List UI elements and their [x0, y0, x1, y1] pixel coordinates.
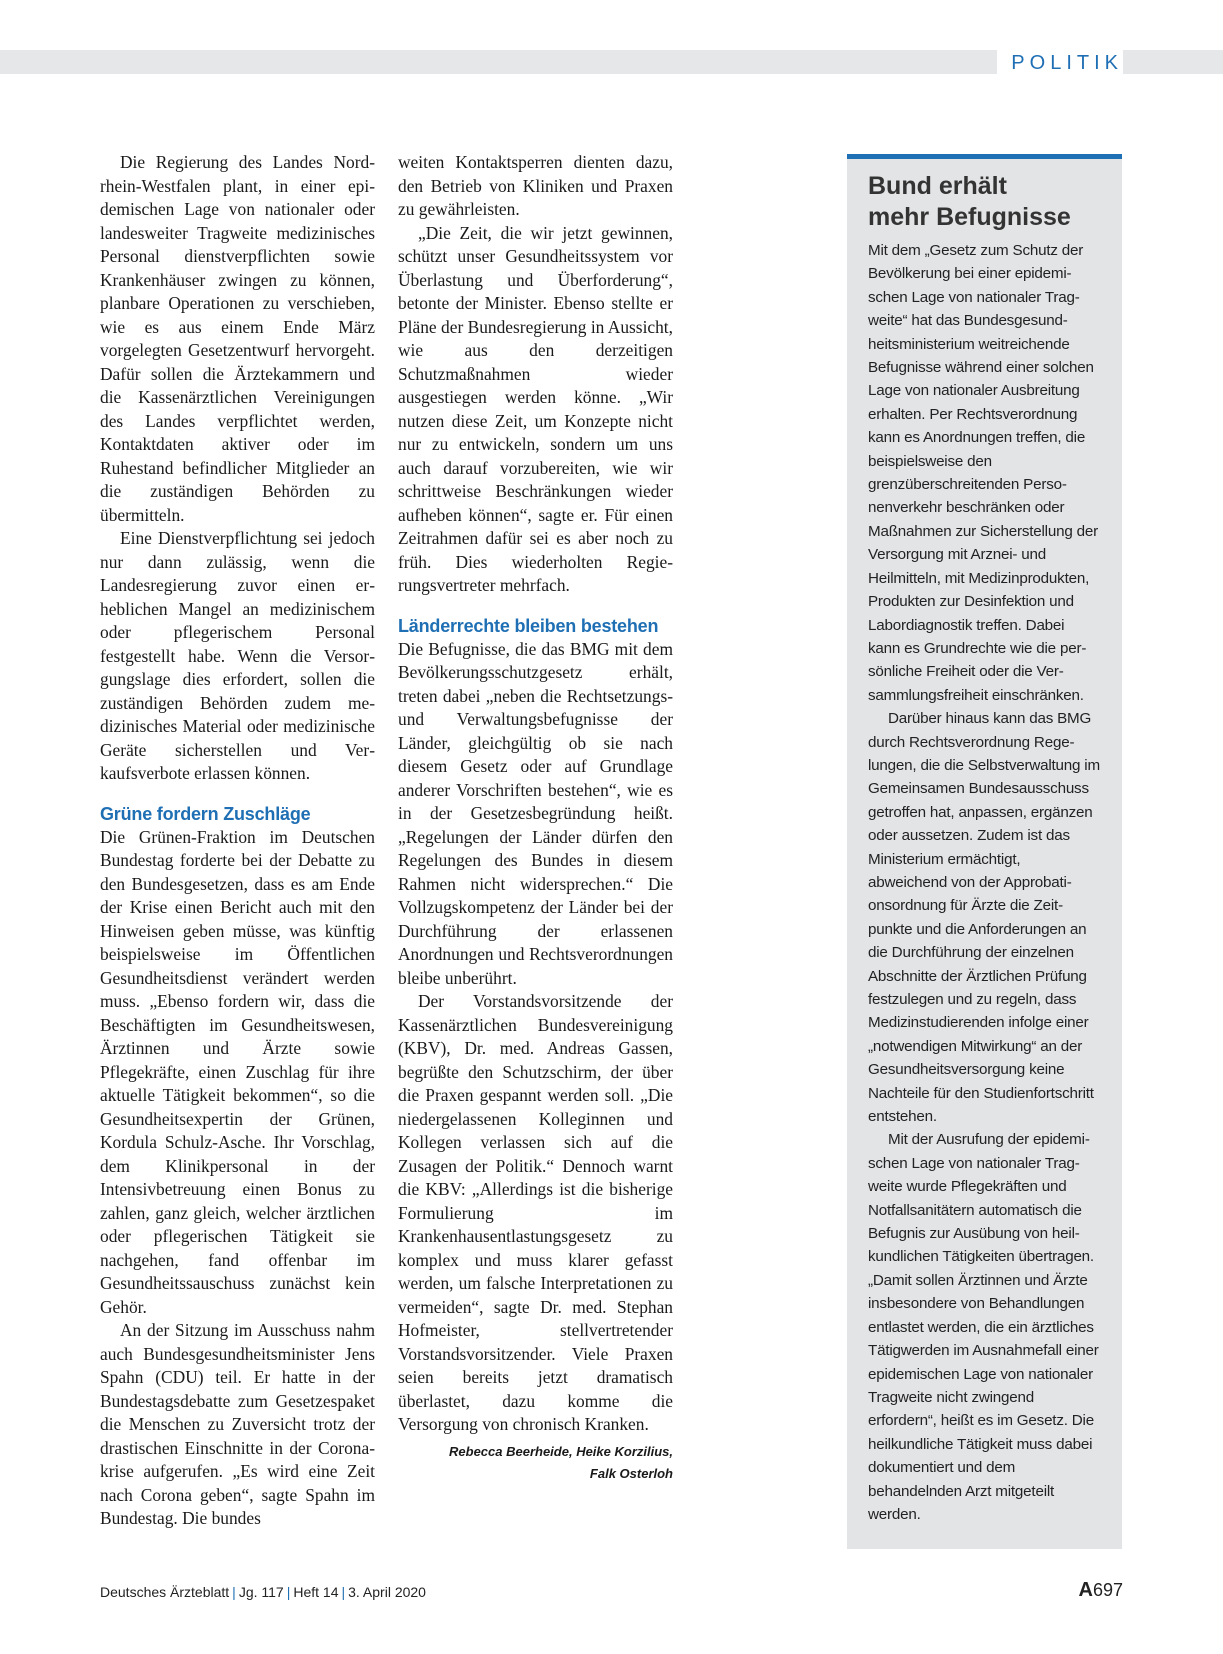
paragraph: Die Regierung des Landes Nordrhein-Westfalen plant, in einer epidemischen Lage von nationaler oder landesweiter Tragweite medizinisches Personal dienstverpflichten sowie Krankenhäuser zwingen zu können, planbare Operationen zu verschieben, wie es aus einem Ende März vorgelegten Gesetzentwurf hervorgeht. Dafür sollen die Ärztekammern und die Kassenärztlichen Vereinigungen des Landes verpflichtet werden, Kontaktdaten aktiver oder im Ruhestand befindlicher Mitglieder an die zuständigen Behörden zu übermitteln.	[100, 152, 375, 525]
info-box-title	[868, 171, 1100, 233]
subheading: Grüne fordern Zuschläge	[100, 803, 311, 824]
footer-citation	[100, 1584, 426, 1600]
info-box-paragraph: Mit der Ausrufung der epidemischen Lage von nationaler Tragweite wurde Pflegekräften und Notfallsanitätern automatisch die Befugnis zur Ausübung von heilkundlichen Tätigkeiten übertragen. „Damit sollen Ärztinnen und Ärzte insbesondere von Behandlungen entlastet werden, die ein ärztliches Tätigwerden im Ausnahmefall einer epidemischen Lage von nationaler Tragweite nicht zwingend erfordern“, heißt es im Gesetz. Die heilkundliche Tätigkeit muss dabei dokumentiert und dem behandelnden Arzt mitgeteilt werden.	[868, 1131, 1099, 1523]
issue-date: 3. April 2020	[348, 1584, 426, 1600]
page-number-value: 697	[1092, 1580, 1123, 1600]
info-box	[847, 154, 1122, 1549]
author-byline	[398, 1441, 673, 1485]
page-number	[1079, 1579, 1124, 1602]
separator: |	[341, 1584, 346, 1600]
paragraph: Die Befugnisse, die das BMG mit dem Bevölkerungsschutzgesetz erhält, treten dabei „neben die Rechtsetzungs- und Verwaltungsbefugnisse der Länder, gleichgültig ob sie nach diesem Gesetz oder auf Grundlage anderer Vorschriften bestehen“, wie es in der Gesetzesbegründung heißt. „Regelungen der Länder dürfen den Regelungen des Bundes in diesem Rahmen nicht widersprechen.“ Die Vollzugskompetenz der Länder bei der Durchführung der erlassenen Anordnungen und Rechtsverordnungen bleibe unberührt.	[398, 638, 673, 988]
article-column-1	[100, 151, 375, 1531]
journal-name: Deutsches Ärzteblatt	[100, 1584, 230, 1600]
page-letter: A	[1078, 1579, 1093, 1601]
byline-line-2: Falk Osterloh	[589, 1465, 673, 1481]
info-box-paragraph: Mit dem „Gesetz zum Schutz der Bevölkerung bei einer epidemischen Lage von nationaler Tragweite“ hat das Bundesgesundheitsministerium weitreichende Befugnisse während einer solchen Lage von nationaler Ausbreitung erhalten. Per Rechtsverordnung kann es Anordnungen treffen, die beispielsweise den grenzüberschreitenden Personenverkehr beschränken oder Maßnahmen zur Sicherstellung der Versorgung mit Arznei- und Heilmitteln, mit Medizinprodukten, Produkten zur Desinfektion und Labordiagnostik treffen. Dabei kann es Grundrechte wie die persönliche Freiheit oder die Versammlungsfreiheit einschränken.	[868, 242, 1098, 704]
paragraph: weiten Kontaktsperren dienten dazu, den Betrieb von Kliniken und Praxen zu gewährleisten.	[398, 152, 673, 219]
info-box-title-line-2: mehr Befugnisse	[868, 203, 1071, 231]
paragraph: „Die Zeit, die wir jetzt gewinnen, schützt unser Gesundheitssystem vor Überlastung und Überforderung“, betonte der Minister. Ebenso stellte er Pläne der Bundesregierung in Aussicht, wie aus den derzeitigen Schutzmaßnahmen wieder ausgestiegen werden könne. „Wir nutzen diese Zeit, um Konzepte nicht nur zu entwickeln, sondern um uns auch darauf vorzubereiten, wie wir schrittweise Beschränkungen wieder aufheben können“, sagte er. Für einen Zeitrahmen dafür sei es aber noch zu früh. Dies wiederholten Regierungsvertreter mehrfach.	[398, 222, 673, 595]
separator: |	[232, 1584, 236, 1600]
info-box-title-line-1: Bund erhält	[868, 172, 1007, 200]
issue: Heft 14	[293, 1584, 339, 1600]
separator: |	[286, 1584, 291, 1600]
info-box-paragraph: Darüber hinaus kann das BMG durch Rechtsverordnung Regelungen, die die Selbstverwaltung im Gemeinsamen Bundesausschuss getroffen hat, anpassen, ergänzen oder aussetzen. Zudem ist das Ministerium ermächtigt, abweichend von der Approbationsordnung für Ärzte die Zeitpunkte und die Anforderungen an die Durchführung der einzelnen Abschnitte der Ärztlichen Prüfung festzulegen und zu regeln, dass Medizinstudierenden infolge einer „notwendigen Mitwirkung“ an der Gesundheitsversorgung keine Nachteile für den Studienfortschritt entstehen.	[868, 710, 1100, 1126]
paragraph: Die Grünen-Fraktion im Deutschen Bundestag forderte bei der Debatte zu den Bundesgesetzen, dass es am Ende der Krise einen Bericht auch mit den Hinweisen geben müsse, was künftig beispielsweise im Öffentlichen Gesundheitsdienst verändert werden muss. „Ebenso fordern wir, dass die Beschäftigten im Gesundheitswesen, Ärztinnen und Ärzte sowie Pflegekräfte, einen Zuschlag für ihre aktuelle Tätigkeit bekommen“, so die Gesundheitsexpertin der Grünen, Kordula Schulz-Asche. Ihr Vorschlag, dem Klinikpersonal in der Intensivbetreuung einen Bonus zu zahlen, ganz gleich, welcher ärztlichen oder pflegerischen Tätigkeit sie nachgehen, fand offenbar im Gesundheitssauschuss zunächst kein Gehör.	[100, 826, 375, 1317]
subheading: Länderrechte bleiben bestehen	[398, 615, 659, 636]
paragraph: Eine Dienstverpflichtung sei jedoch nur dann zulässig, wenn die Landesregierung zuvor einen erheblichen Mangel an medizinischem oder pflegerischem Personal festgestellt habe. Wenn die Versorgungslage dies erfordert, sollen die zuständigen Behörden zudem medizinisches Material oder medizinische Geräte sicherstellen und Verkaufsverbote erlassen können.	[100, 528, 375, 783]
volume: Jg. 117	[238, 1584, 284, 1600]
section-label: POLITIK	[997, 50, 1123, 74]
paragraph: An der Sitzung im Ausschuss nahm auch Bundesgesundheitsminister Jens Spahn (CDU) teil. Er hatte in der Bundestagsdebatte zum Gesetzespaket die Menschen zu Zuversicht trotz der drastischen Einschnitte in der Coronakrise aufgerufen. „Es wird eine Zeit nach Corona geben“, sagte Spahn im Bundestag. Die bundes	[100, 1320, 375, 1528]
article-column-2	[398, 151, 673, 1485]
paragraph: Der Vorstandsvorsitzende der Kassenärztlichen Bundesvereinigung (KBV), Dr. med. Andreas Gassen, begrüßte den Schutzschirm, der über die Praxen gespannt werden soll. „Die niedergelassenen Kolleginnen und Kollegen verlassen sich auf die Zusagen der Politik.“ Dennoch warnt die KBV: „Allerdings ist die bisherige Formulierung im Krankenhausentlastungsgesetz zu komplex und muss klarer gefasst werden, um falsche Interpretationen zu vermeiden“, sagte Dr. med. Stephan Hofmeister, stellvertretender Vorstandsvorsitzender. Viele Praxen seien bereits jetzt dramatisch überlastet, dazu komme die Versorgung von chronisch Kranken.	[398, 991, 673, 1434]
byline-line-1: Rebecca Beerheide, Heike Korzilius,	[449, 1443, 673, 1459]
